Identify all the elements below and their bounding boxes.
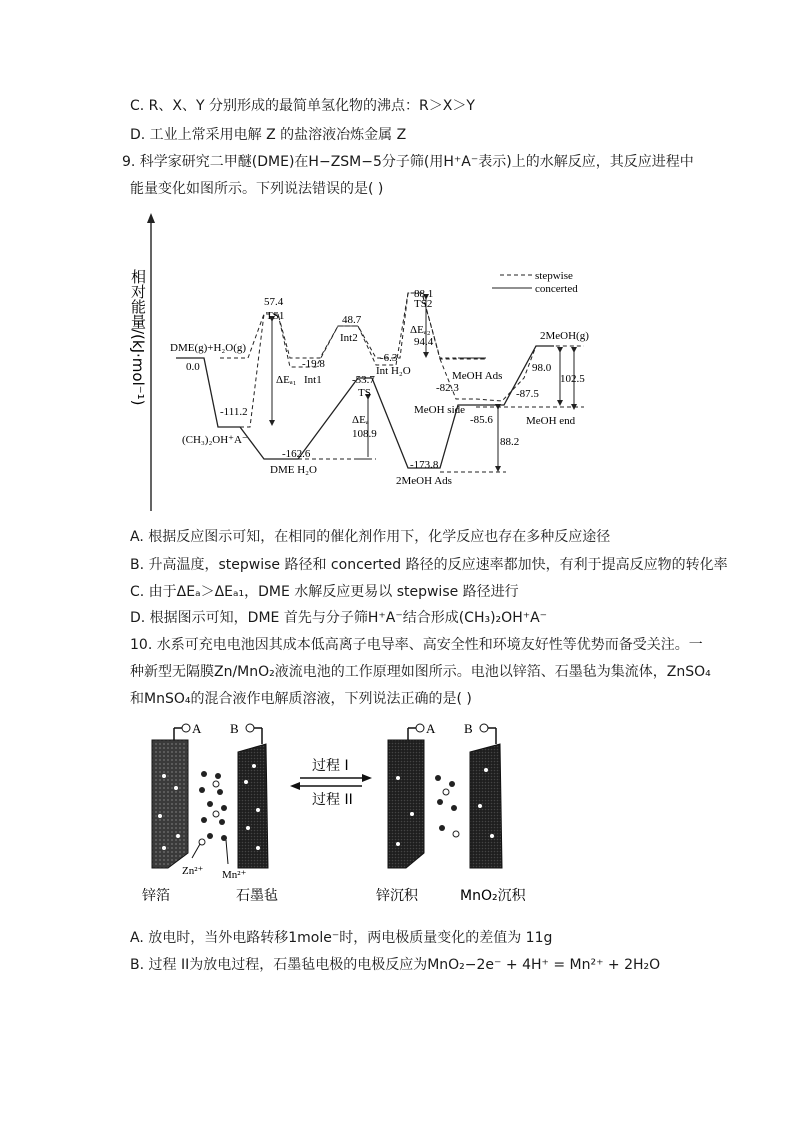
- label-v63: -6.3: [380, 352, 398, 364]
- label-a-right: A: [426, 721, 436, 736]
- terminal-b-right: [480, 724, 488, 732]
- label-dea2: ΔEₐ₂: [410, 324, 431, 336]
- y-axis-arrow: [147, 213, 155, 223]
- legend-stepwise: stepwise: [535, 270, 573, 282]
- label-v1089: 108.9: [352, 428, 377, 440]
- label-ts1: TS1: [266, 310, 285, 322]
- label-v856: -85.6: [470, 414, 493, 426]
- question-10-line2: 种新型无隔膜Zn/MnO₂液流电池的工作原理如图所示。电池以锌箔、石墨毡为集流体，ZnSO₄: [130, 664, 711, 680]
- label-meohads: MeOH Ads: [452, 370, 503, 382]
- label-v823: -82.3: [436, 382, 459, 394]
- label-int2: Int2: [340, 332, 358, 344]
- label-dea: ΔEₐ: [352, 414, 369, 426]
- mno2-deposit-electrode: [470, 744, 502, 868]
- question-9-line1: 9. 科学家研究二甲醚(DME)在H−ZSM−5分子筛(用H⁺A⁻表示)上的水解反应，其反应进程中: [122, 154, 694, 170]
- label-meohside: MeOH side: [414, 404, 466, 416]
- label-v980: 98.0: [532, 362, 552, 374]
- label-b-right: B: [464, 721, 473, 736]
- label-mno2-deposit: MnO₂沉积: [460, 888, 526, 904]
- question-10-line3: 和MnSO₄的混合液作电解质溶液，下列说法正确的是( ): [130, 691, 472, 707]
- graphite-felt-electrode: [238, 744, 268, 868]
- y-axis-label: 相对能量/(kJ·mol⁻¹): [129, 269, 147, 406]
- q9-option-c: C. 由于ΔEₐ＞ΔEₐ₁，DME 水解反应更易以 stepwise 路径进行: [130, 584, 519, 600]
- label-process-1: 过程 I: [312, 758, 349, 774]
- label-meohg: 2MeOH(g): [540, 330, 589, 342]
- label-dea1: ΔEₐ₁: [276, 374, 297, 386]
- q9-option-a: A. 根据反应图示可知，在相同的催化剂作用下，化学反应也存在多种反应途径: [130, 529, 611, 545]
- label-v537: -53.7: [352, 374, 375, 386]
- label-v487: 48.7: [342, 314, 362, 326]
- label-a-left: A: [192, 721, 202, 736]
- label-zinc-deposit: 锌沉积: [376, 888, 418, 904]
- q9-option-b: B. 升高温度，stepwise 路径和 concerted 路径的反应速率都加快，有利于提高反应物的转化率: [130, 557, 728, 573]
- ions-left: [199, 771, 227, 845]
- label-v574: 57.4: [264, 296, 284, 308]
- battery-svg: [130, 718, 550, 918]
- label-meohend: MeOH end: [526, 415, 576, 427]
- label-dmeh2o: DME H₂O: [270, 464, 317, 476]
- option-c-prev: C. R、X、Y 分别形成的最简单氢化物的沸点：R＞X＞Y: [130, 98, 475, 114]
- question-9-line2: 能量变化如图所示。下列说法错误的是( ): [130, 181, 384, 197]
- label-v882: 88.2: [500, 436, 520, 448]
- label-zinc-foil: 锌箔: [142, 888, 170, 904]
- label-v881: 88.1: [414, 288, 434, 300]
- label-b-left: B: [230, 721, 239, 736]
- label-process-2: 过程 II: [312, 792, 353, 808]
- ions-right: [435, 775, 459, 837]
- terminal-b-left: [246, 724, 254, 732]
- q10-option-b: B. 过程 II为放电过程，石墨毡电极的电极反应为MnO₂−2e⁻ + 4H⁺ = Mn²⁺ + 2H₂O: [130, 957, 661, 973]
- label-inth2o: Int H₂O: [376, 365, 411, 377]
- label-v875: -87.5: [516, 388, 539, 400]
- label-v1738: -173.8: [410, 459, 439, 471]
- label-ts2: TS2: [414, 298, 433, 310]
- q9-option-d: D. 根据图示可知，DME 首先与分子筛H⁺A⁻结合形成(CH₃)₂OH⁺A⁻: [130, 610, 548, 626]
- label-graphite-felt: 石墨毡: [236, 888, 278, 904]
- option-d-prev: D. 工业上常采用电解 Z 的盐溶液冶炼金属 Z: [130, 127, 407, 143]
- q10-option-a: A. 放电时，当外电路转移1mole⁻时，两电极质量变化的差值为 11g: [130, 930, 553, 946]
- zinc-foil-electrode: [152, 740, 188, 868]
- label-v198: -19.8: [302, 358, 325, 370]
- battery-figure: [130, 718, 550, 918]
- label-ads: 2MeOH Ads: [396, 475, 452, 487]
- label-v1025: 102.5: [560, 373, 585, 385]
- label-v0: 0.0: [186, 361, 200, 373]
- question-10-line1: 10. 水系可充电电池因其成本低高离子电导率、高安全性和环境友好性等优势而备受关注。一: [130, 637, 703, 653]
- zinc-deposit-electrode: [388, 740, 424, 868]
- legend-concerted: concerted: [535, 283, 578, 295]
- label-zn-ion: Zn²⁺: [182, 865, 204, 877]
- label-v944: 94.4: [414, 336, 434, 348]
- label-ts: TS: [358, 387, 371, 399]
- energy-profile-figure: [129, 207, 600, 513]
- energy-profile-svg: [129, 207, 600, 513]
- label-mn-ion: Mn²⁺: [222, 869, 247, 881]
- label-v111: -111.2: [220, 406, 248, 418]
- terminal-a-left: [182, 724, 190, 732]
- terminal-a-right: [416, 724, 424, 732]
- label-ch3: (CH₃)₂OH⁺A⁻: [182, 434, 248, 446]
- label-v1626: -162.6: [282, 448, 311, 460]
- label-int1: Int1: [304, 374, 322, 386]
- label-dme: DME(g)+H₂O(g): [170, 342, 247, 354]
